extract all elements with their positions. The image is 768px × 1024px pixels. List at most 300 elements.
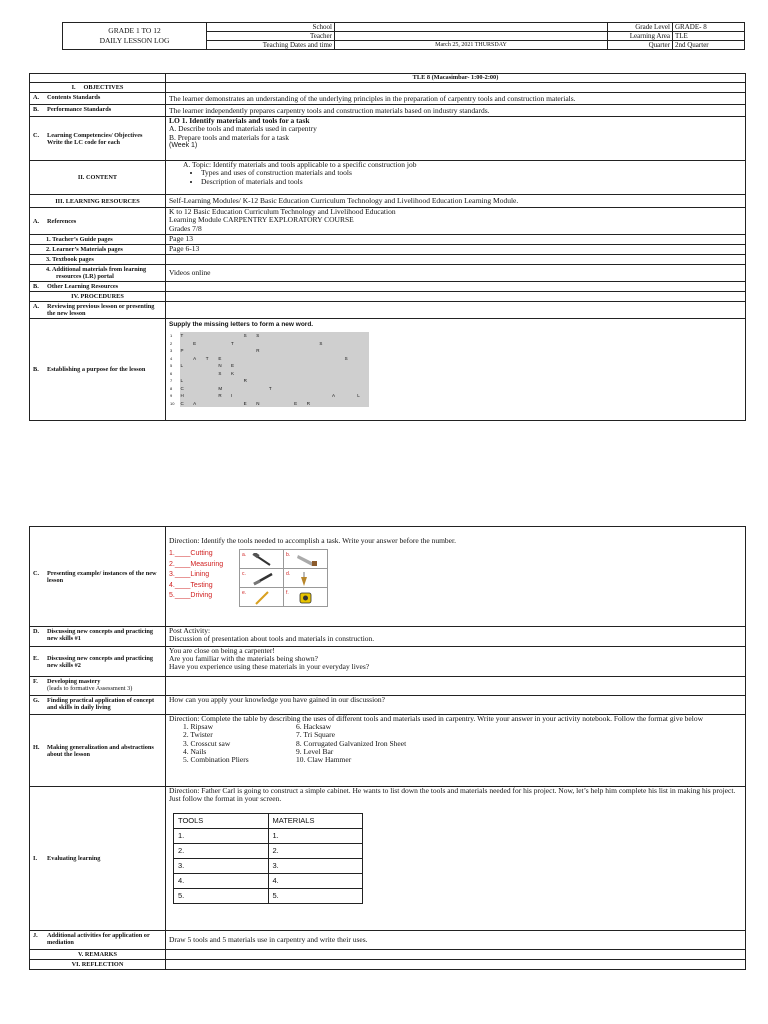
table-cell[interactable]: 3. [174, 859, 269, 874]
lesson-log-header [62, 22, 744, 50]
puzzle-cell[interactable] [205, 362, 218, 370]
puzzle-cell[interactable] [293, 332, 306, 340]
puzzle-cell[interactable] [243, 340, 256, 348]
puzzle-cell[interactable]: E [230, 362, 243, 370]
task-item: 3.____Lining [169, 571, 210, 579]
learning-resources-value: Self-Learning Modules/ K-12 Basic Education Curriculum Technology and Livelihood Education Learning Module. [166, 195, 746, 208]
puzzle-cell[interactable] [205, 385, 218, 393]
puzzle-cell[interactable]: E [293, 400, 306, 408]
puzzle-cell[interactable] [243, 362, 256, 370]
puzzle-cell[interactable] [255, 340, 268, 348]
puzzle-cell[interactable] [217, 332, 230, 340]
puzzle-cell[interactable] [318, 392, 331, 400]
tools-image-grid [239, 549, 328, 607]
quarter-value: 2nd Quarter [673, 41, 745, 50]
puzzle-cell[interactable]: A [331, 392, 344, 400]
puzzle-cell[interactable]: T [230, 340, 243, 348]
content-topic: A. Topic: Identify materials and tools applicable to a specific construction job [183, 160, 417, 170]
tool-cell-c: c. [240, 569, 284, 588]
discussion-line: Are you familiar with the materials being shown? [169, 654, 318, 664]
puzzle-cell[interactable] [306, 347, 319, 355]
puzzle-cell[interactable] [331, 370, 344, 378]
puzzle-cell[interactable] [318, 400, 331, 408]
row-label: Reviewing previous lesson or presenting the new lesson [47, 303, 155, 318]
row-letter: G. [33, 697, 40, 704]
puzzle-cell[interactable] [230, 332, 243, 340]
puzzle-cell[interactable] [281, 340, 294, 348]
objectives-heading-num: I. [71, 84, 76, 92]
puzzle-cell[interactable] [318, 362, 331, 370]
additional-activities-value: Draw 5 tools and 5 materials use in carpentry and write their uses. [166, 931, 746, 950]
puzzle-cell[interactable]: A [192, 355, 205, 363]
puzzle-cell[interactable] [230, 385, 243, 393]
puzzle-cell[interactable] [192, 332, 205, 340]
puzzle-cell[interactable] [356, 347, 369, 355]
puzzle-cell[interactable]: P [180, 347, 193, 355]
chisel-icon [252, 572, 274, 586]
row-letter: I. [33, 855, 38, 862]
puzzle-cell[interactable] [205, 377, 218, 385]
lc-line: (Week 1) [169, 141, 198, 149]
establishing-purpose-label [30, 319, 166, 421]
puzzle-cell[interactable] [230, 355, 243, 363]
puzzle-row-number: 1 [169, 332, 180, 340]
generalization-value [166, 715, 746, 787]
puzzle-row [169, 392, 369, 400]
puzzle-row-number: 4 [169, 355, 180, 363]
row-letter: D. [33, 628, 40, 635]
word-puzzle-grid [169, 332, 369, 407]
table-cell[interactable]: 5. [268, 889, 363, 904]
puzzle-cell[interactable] [331, 332, 344, 340]
table-cell[interactable]: 1. [174, 829, 269, 844]
puzzle-cell[interactable] [356, 377, 369, 385]
blank-corner-cell [30, 74, 166, 83]
tools-activity [169, 549, 742, 607]
puzzle-cell[interactable] [318, 355, 331, 363]
establishing-purpose-value [166, 319, 746, 421]
row-letter: H. [33, 743, 40, 751]
puzzle-cell[interactable] [268, 392, 281, 400]
puzzle-cell[interactable] [243, 385, 256, 393]
puzzle-cell[interactable]: T [205, 355, 218, 363]
teacher-value [335, 32, 608, 41]
row-letter: A. [33, 94, 40, 102]
puzzle-cell[interactable] [293, 355, 306, 363]
puzzle-cell[interactable]: T [268, 385, 281, 393]
puzzle-cell[interactable] [205, 392, 218, 400]
reference-line: Learning Module CARPENTRY EXPLORATORY COURSE [169, 215, 354, 225]
tools-list-col2: 6. Hacksaw 7. Tri Square 8. Corrugated Galvanized Iron Sheet 9. Level Bar 10. Claw Hammer [296, 722, 407, 765]
puzzle-cell[interactable]: L [180, 362, 193, 370]
puzzle-cell[interactable] [217, 340, 230, 348]
procedures-heading: IV. PROCEDURES [30, 292, 166, 302]
puzzle-row-number: 5 [169, 362, 180, 370]
puzzle-cell[interactable] [268, 362, 281, 370]
puzzle-cell[interactable]: T [180, 332, 193, 340]
puzzle-row-number: 10 [169, 400, 180, 408]
teaching-dates-value: March 25, 2021 THURSDAY [335, 41, 608, 50]
grade-level-label: Grade Level [608, 23, 673, 32]
puzzle-cell[interactable] [281, 377, 294, 385]
lc-line: A. Describe tools and materials used in carpentry [169, 124, 317, 134]
puzzle-cell[interactable] [281, 347, 294, 355]
evaluation-direction: Direction: Father Carl is going to construct a simple cabinet. He wants to list down the tools and materials needed for his project. Now, let’s help him complete his list in making his project. Just follow the format in your screen. [169, 786, 736, 804]
puzzle-cell[interactable] [356, 400, 369, 408]
puzzle-cell[interactable] [281, 355, 294, 363]
reviewing-lesson-label [30, 302, 166, 319]
lc-line: B. Prepare tools and materials for a task [169, 132, 289, 142]
puzzle-cell[interactable] [205, 332, 218, 340]
textbook-pages-label: 3. Textbook pages [30, 255, 166, 265]
puzzle-cell[interactable]: C [180, 385, 193, 393]
row-letter: E. [33, 654, 39, 662]
presenting-examples-value [166, 527, 746, 627]
puzzle-cell[interactable] [344, 392, 357, 400]
reference-line: K to 12 Basic Education Curriculum Technology and Livelihood Education [169, 207, 396, 217]
puzzle-row-number: 2 [169, 340, 180, 348]
puzzle-cell[interactable] [344, 377, 357, 385]
row-label: Discussing new concepts and practicing new skills #1 [47, 628, 154, 642]
grade-level-value: GRADE- 8 [673, 23, 745, 32]
teachers-guide-value: Page 13 [166, 235, 746, 245]
row-label: Contents Standards [47, 94, 101, 102]
puzzle-cell[interactable] [268, 377, 281, 385]
table-cell[interactable]: 4. [268, 874, 363, 889]
remarks-label: V. REMARKS [30, 950, 166, 960]
puzzle-cell[interactable] [192, 347, 205, 355]
puzzle-cell[interactable]: R [255, 347, 268, 355]
puzzle-cell[interactable] [293, 392, 306, 400]
puzzle-cell[interactable]: E [192, 340, 205, 348]
puzzle-cell[interactable]: C [180, 400, 193, 408]
puzzle-cell[interactable] [268, 400, 281, 408]
school-label: School [207, 23, 335, 32]
puzzle-cell[interactable] [281, 362, 294, 370]
puzzle-cell[interactable] [356, 370, 369, 378]
table-cell[interactable]: 2. [174, 844, 269, 859]
row-label: Establishing a purpose for the lesson [47, 366, 146, 374]
discussing-concepts-1-value [166, 627, 746, 647]
puzzle-row-number: 8 [169, 385, 180, 393]
row-label: References [47, 217, 77, 225]
row-letter: C. [33, 131, 40, 139]
puzzle-cell[interactable]: R [243, 377, 256, 385]
puzzle-cell[interactable] [243, 355, 256, 363]
tool-cell-f: f. [284, 588, 328, 607]
contents-standards-label [30, 93, 166, 105]
puzzle-cell[interactable] [331, 400, 344, 408]
puzzle-cell[interactable] [331, 347, 344, 355]
learners-materials-value: Page 6-13 [166, 245, 746, 255]
lc-line: LO 1. Identify materials and tools for a task [169, 116, 310, 126]
puzzle-cell[interactable] [318, 385, 331, 393]
puzzle-cell[interactable] [306, 332, 319, 340]
task-item: 4.____Testing [169, 581, 213, 589]
puzzle-cell[interactable] [293, 340, 306, 348]
puzzle-cell[interactable] [306, 392, 319, 400]
puzzle-row [169, 332, 369, 340]
puzzle-cell[interactable] [281, 370, 294, 378]
puzzle-cell[interactable] [344, 332, 357, 340]
puzzle-row-number: 7 [169, 377, 180, 385]
puzzle-cell[interactable] [180, 340, 193, 348]
puzzle-cell[interactable] [318, 370, 331, 378]
reflection-label: VI. REFLECTION [30, 960, 166, 970]
row-letter: B. [33, 366, 39, 374]
row-letter: C. [33, 569, 40, 577]
puzzle-cell[interactable] [281, 332, 294, 340]
puzzle-cell[interactable] [268, 370, 281, 378]
puzzle-cell[interactable] [243, 347, 256, 355]
puzzle-row [169, 340, 369, 348]
puzzle-cell[interactable]: E [243, 400, 256, 408]
table-cell[interactable]: 4. [174, 874, 269, 889]
references-value [166, 208, 746, 235]
puzzle-cell[interactable] [293, 377, 306, 385]
puzzle-cell[interactable] [180, 370, 193, 378]
puzzle-cell[interactable]: R [306, 400, 319, 408]
tools-materials-list [169, 723, 742, 764]
content-label: II. CONTENT [30, 161, 166, 195]
table-cell[interactable]: 5. [174, 889, 269, 904]
puzzle-cell[interactable] [344, 400, 357, 408]
puzzle-cell[interactable] [306, 340, 319, 348]
tools-materials-table [173, 813, 363, 904]
discussion-line: Post Activity: [169, 626, 211, 635]
practical-application-label [30, 696, 166, 715]
developing-mastery-value [166, 677, 746, 696]
puzzle-cell[interactable] [331, 377, 344, 385]
presenting-examples-label [30, 527, 166, 627]
tool-cell-e: e. [240, 588, 284, 607]
tape-measure-icon [296, 591, 318, 605]
puzzle-cell[interactable] [205, 370, 218, 378]
puzzle-cell[interactable] [192, 392, 205, 400]
puzzle-cell[interactable]: S [344, 355, 357, 363]
table-cell[interactable]: 1. [268, 829, 363, 844]
puzzle-cell[interactable] [230, 377, 243, 385]
puzzle-cell[interactable] [192, 385, 205, 393]
references-label [30, 208, 166, 235]
puzzle-cell[interactable] [268, 332, 281, 340]
teacher-label: Teacher [207, 32, 335, 41]
puzzle-cell[interactable] [331, 355, 344, 363]
puzzle-cell[interactable] [243, 392, 256, 400]
tool-cell-a: a. [240, 550, 284, 569]
puzzle-row-number: 6 [169, 370, 180, 378]
plumb-bob-icon [296, 572, 318, 586]
puzzle-cell[interactable] [192, 377, 205, 385]
puzzle-row [169, 377, 369, 385]
puzzle-cell[interactable]: H [180, 392, 193, 400]
discussing-concepts-1-label [30, 627, 166, 647]
puzzle-cell[interactable] [180, 355, 193, 363]
row-letter: J. [33, 932, 38, 939]
puzzle-cell[interactable] [306, 362, 319, 370]
puzzle-cell[interactable] [192, 370, 205, 378]
school-value [335, 23, 608, 32]
additional-materials-value: Videos online [166, 265, 746, 282]
puzzle-cell[interactable] [293, 385, 306, 393]
discussion-line: Discussion of presentation about tools and materials in construction. [169, 634, 375, 644]
row-label: Other Learning Resources [47, 283, 119, 291]
puzzle-cell[interactable] [293, 370, 306, 378]
puzzle-cell[interactable] [344, 362, 357, 370]
puzzle-row [169, 362, 369, 370]
hammer-icon [252, 553, 274, 567]
content-value [166, 161, 746, 195]
row-label: Learning Competencies/ Objectives Write the LC code for each [47, 131, 143, 146]
pencil-icon [252, 591, 274, 605]
puzzle-cell[interactable] [306, 377, 319, 385]
puzzle-cell[interactable] [356, 362, 369, 370]
puzzle-cell[interactable] [318, 332, 331, 340]
puzzle-cell[interactable]: L [356, 392, 369, 400]
puzzle-cell[interactable] [230, 400, 243, 408]
puzzle-cell[interactable] [318, 377, 331, 385]
puzzle-cell[interactable] [255, 392, 268, 400]
puzzle-row [169, 370, 369, 378]
header-title-line2: DAILY LESSON LOG [99, 36, 170, 45]
puzzle-cell[interactable] [205, 340, 218, 348]
puzzle-row-number: 3 [169, 347, 180, 355]
puzzle-cell[interactable] [255, 385, 268, 393]
puzzle-cell[interactable] [255, 355, 268, 363]
puzzle-cell[interactable] [281, 385, 294, 393]
puzzle-cell[interactable]: S [255, 332, 268, 340]
puzzle-cell[interactable] [255, 362, 268, 370]
table-cell[interactable]: 3. [268, 859, 363, 874]
reference-line: Grades 7/8 [169, 223, 202, 233]
row-label: Finding practical application of concept and skills in daily living [47, 697, 155, 711]
task-item: 5.____Driving [169, 592, 213, 600]
puzzle-cell[interactable]: M [217, 385, 230, 393]
puzzle-cell[interactable] [281, 400, 294, 408]
section-title: TLE 8 (Macasimbar- 1:00-2:00) [166, 74, 746, 83]
puzzle-cell[interactable] [344, 340, 357, 348]
objectives-heading-value [166, 83, 746, 93]
tool-cell-d: d. [284, 569, 328, 588]
evaluating-learning-value [166, 787, 746, 931]
puzzle-cell[interactable] [331, 362, 344, 370]
remarks-value [166, 950, 746, 960]
puzzle-cell[interactable] [306, 355, 319, 363]
puzzle-cell[interactable] [205, 400, 218, 408]
puzzle-cell[interactable]: S [243, 332, 256, 340]
puzzle-cell[interactable]: S [217, 370, 230, 378]
puzzle-cell[interactable] [230, 347, 243, 355]
content-bullet: • Types and uses of construction materials and tools [201, 169, 742, 177]
other-resources-label [30, 282, 166, 292]
objectives-heading-text: OBJECTIVES [83, 84, 124, 92]
puzzle-cell[interactable] [293, 362, 306, 370]
puzzle-cell[interactable] [318, 347, 331, 355]
puzzle-cell[interactable] [268, 355, 281, 363]
row-label: Presenting example/ instances of the new lesson [47, 569, 157, 584]
teachers-guide-label: 1. Teacher’s Guide pages [30, 235, 166, 245]
puzzle-cell[interactable] [192, 362, 205, 370]
learning-area-value: TLE [673, 32, 745, 41]
puzzle-cell[interactable] [281, 392, 294, 400]
puzzle-cell[interactable] [356, 332, 369, 340]
developing-mastery-label [30, 677, 166, 696]
puzzle-cell[interactable]: I [230, 392, 243, 400]
puzzle-cell[interactable]: R [217, 392, 230, 400]
puzzle-cell[interactable] [268, 340, 281, 348]
puzzle-cell[interactable] [217, 347, 230, 355]
row-label: Discussing new concepts and practicing new skills #2 [47, 654, 154, 669]
puzzle-cell[interactable]: K [230, 370, 243, 378]
discussion-line: You are close on being a carpenter! [169, 646, 275, 655]
puzzle-cell[interactable] [293, 347, 306, 355]
puzzle-cell[interactable] [344, 370, 357, 378]
puzzle-cell[interactable]: S [318, 340, 331, 348]
learning-area-label: Learning Area [608, 32, 673, 41]
puzzle-cell[interactable] [331, 385, 344, 393]
puzzle-row-number: 9 [169, 392, 180, 400]
row-label: Evaluating learning [47, 855, 101, 862]
puzzle-cell[interactable]: L [180, 377, 193, 385]
puzzle-cell[interactable] [217, 400, 230, 408]
puzzle-cell[interactable]: N [217, 362, 230, 370]
tools-task-list [169, 549, 239, 607]
textbook-pages-value [166, 255, 746, 265]
puzzle-cell[interactable] [356, 340, 369, 348]
puzzle-cell[interactable] [306, 385, 319, 393]
puzzle-cell[interactable]: E [217, 355, 230, 363]
puzzle-row [169, 355, 369, 363]
puzzle-cell[interactable]: N [255, 400, 268, 408]
puzzle-cell[interactable] [344, 385, 357, 393]
table-cell[interactable]: 2. [268, 844, 363, 859]
puzzle-cell[interactable] [268, 347, 281, 355]
puzzle-cell[interactable] [306, 370, 319, 378]
puzzle-cell[interactable] [344, 347, 357, 355]
puzzle-cell[interactable] [205, 347, 218, 355]
discussing-concepts-2-label [30, 647, 166, 677]
generalization-label [30, 715, 166, 787]
header-title-line1: GRADE 1 TO 12 [108, 26, 161, 35]
content-bullet: • Description of materials and tools [201, 178, 742, 186]
puzzle-cell[interactable] [243, 370, 256, 378]
materials-header: MATERIALS [268, 814, 363, 829]
puzzle-cell[interactable] [331, 340, 344, 348]
procedures-heading-value [166, 292, 746, 302]
lesson-plan-table-part2 [29, 526, 746, 970]
presenting-direction: Direction: Identify the tools needed to accomplish a task. Write your answer before the number. [169, 536, 456, 545]
puzzle-cell[interactable] [356, 355, 369, 363]
handsaw-icon [296, 553, 318, 567]
discussing-concepts-2-value [166, 647, 746, 677]
row-sublabel: (leads to formative Assessment 3) [47, 685, 133, 692]
row-label: Additional activities for application or mediation [47, 932, 150, 946]
puzzle-cell[interactable] [217, 377, 230, 385]
other-resources-value [166, 282, 746, 292]
row-letter: A. [33, 303, 40, 311]
puzzle-cell[interactable] [356, 385, 369, 393]
puzzle-cell[interactable] [255, 377, 268, 385]
additional-activities-label [30, 931, 166, 950]
puzzle-cell[interactable] [255, 370, 268, 378]
task-item: 2.____Measuring [169, 560, 224, 568]
puzzle-cell[interactable]: A [192, 400, 205, 408]
reflection-value [166, 960, 746, 970]
quarter-label: Quarter [608, 41, 673, 50]
row-label: Developing mastery [47, 678, 101, 685]
puzzle-title: Supply the missing letters to form a new word. [169, 321, 314, 329]
performance-standards-label [30, 105, 166, 117]
